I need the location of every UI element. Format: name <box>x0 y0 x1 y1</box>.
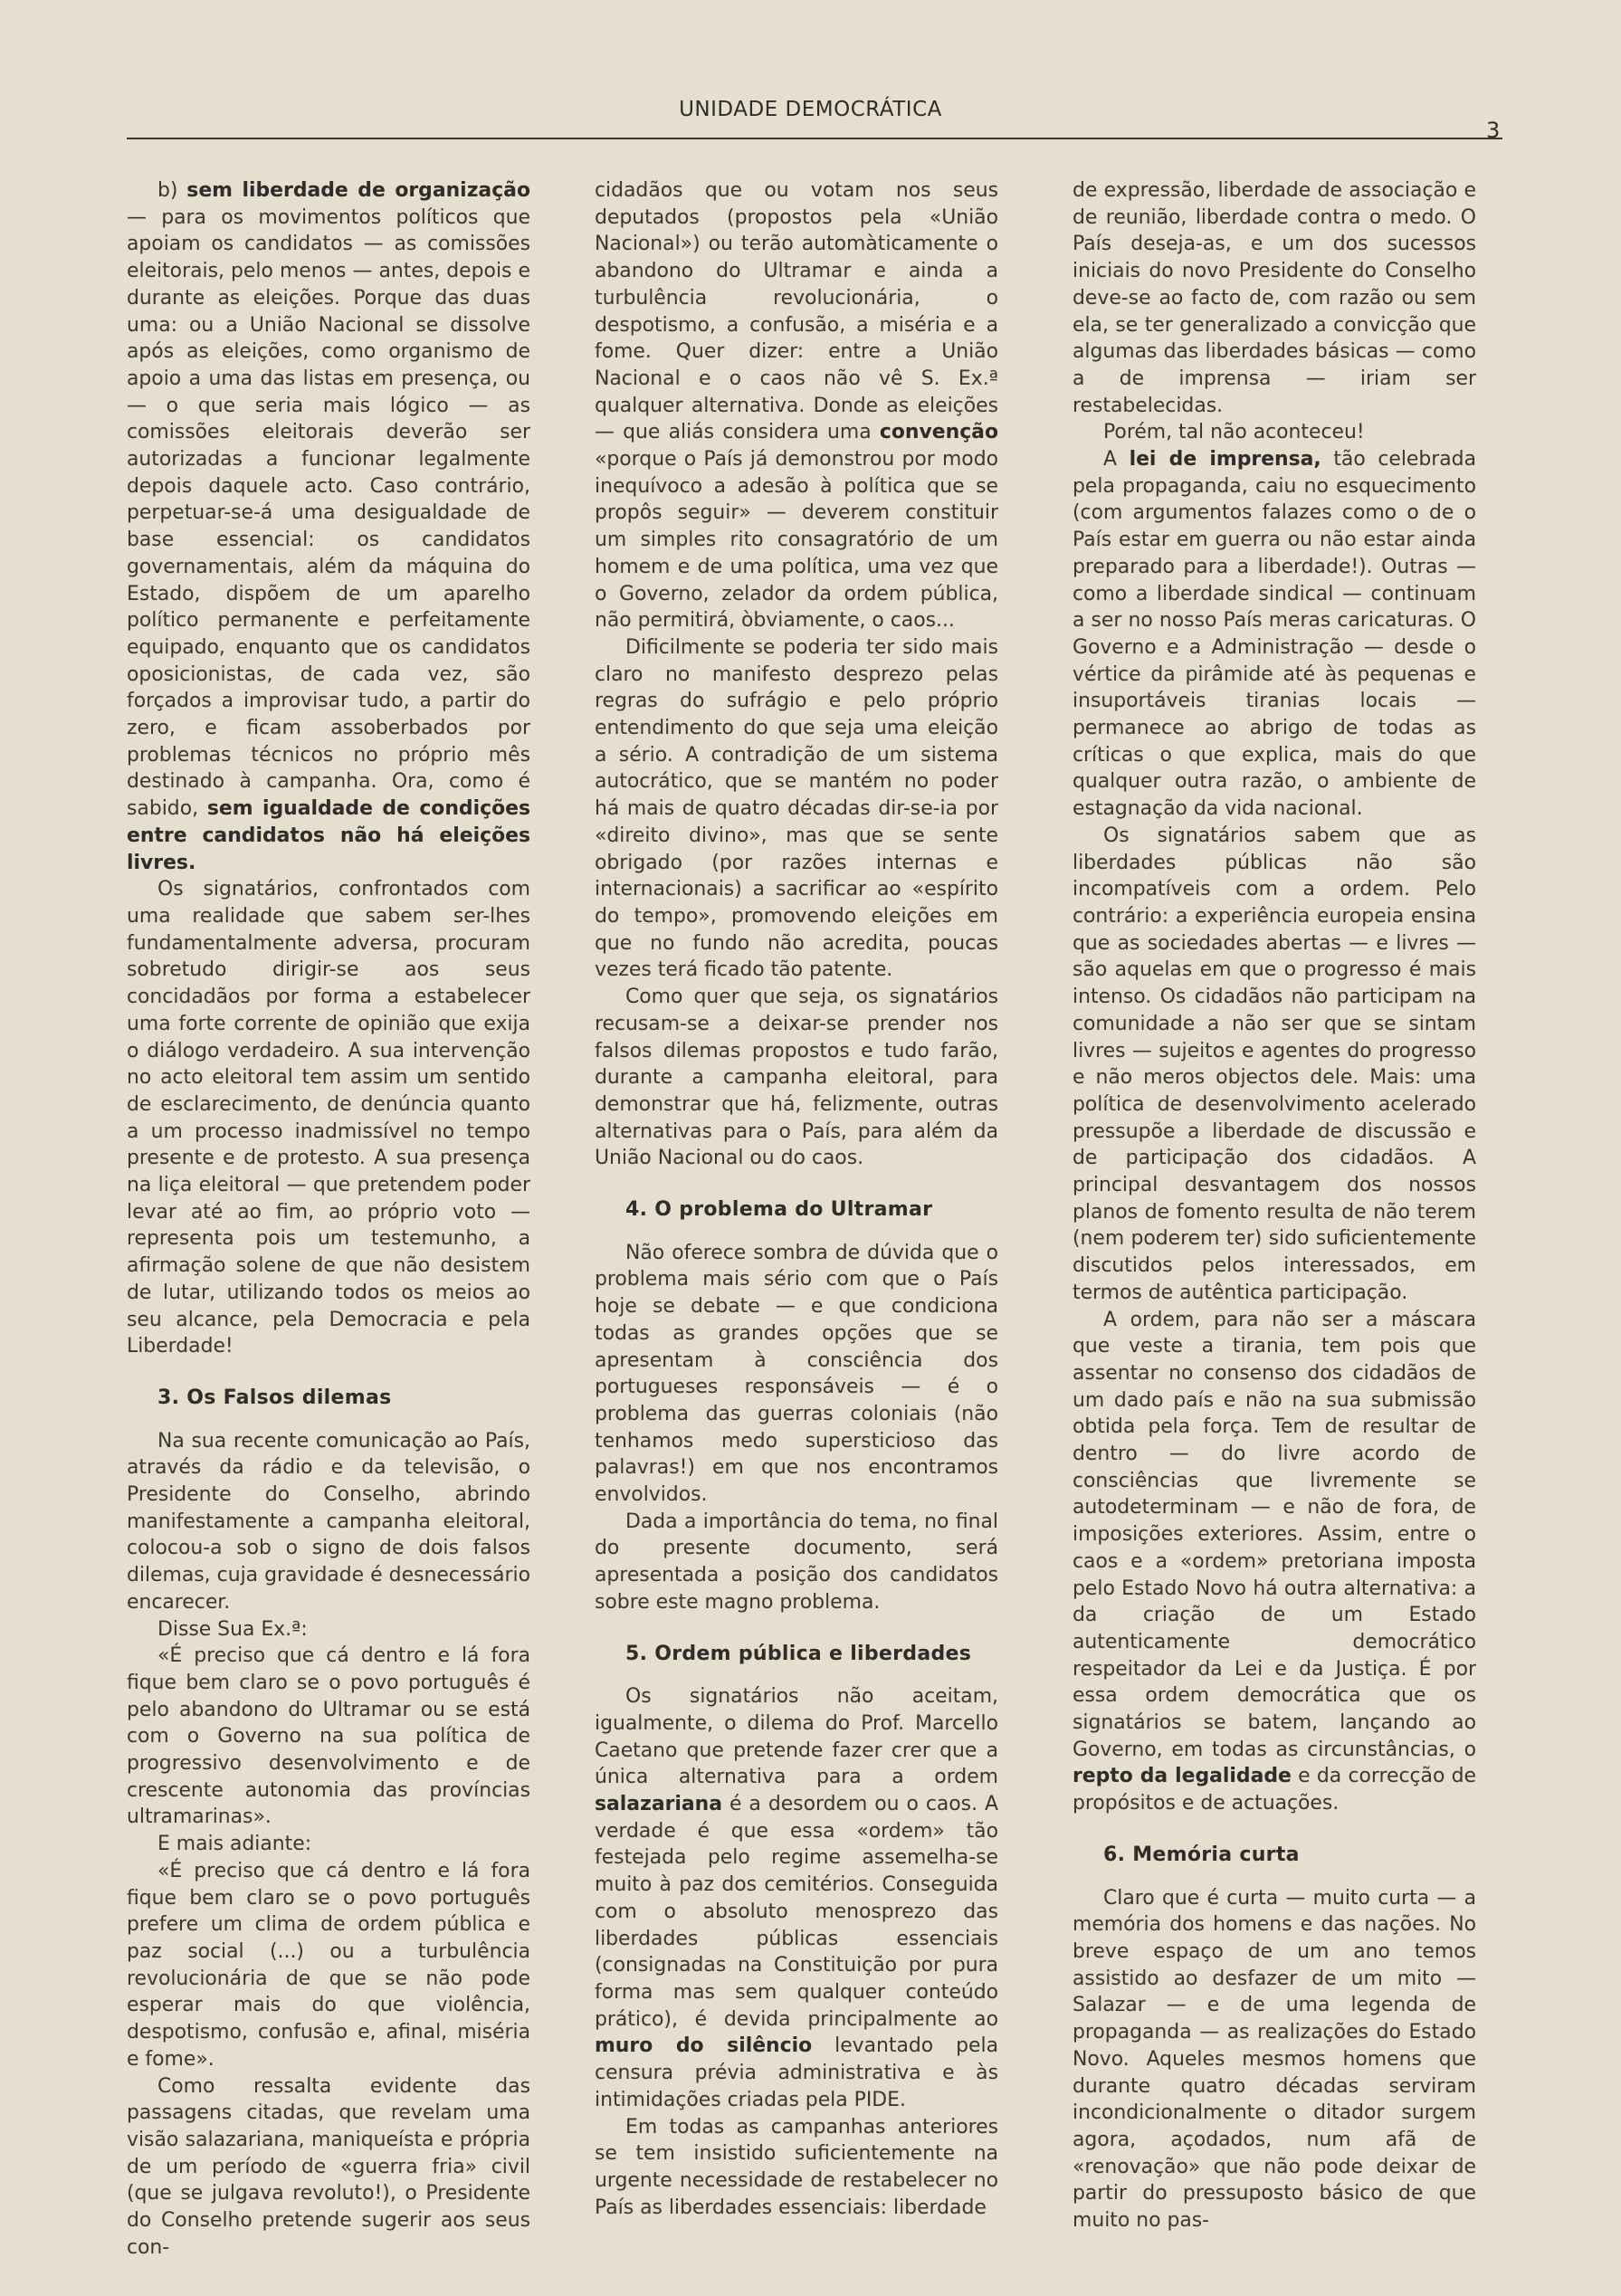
column-3 <box>1073 177 1476 2234</box>
bold-phrase: convenção <box>879 421 998 444</box>
page-number: 3 <box>1486 118 1501 143</box>
text-run: cidadãos que ou votam nos seus deputados (propostos pela «União Nacional») ou terão automàticamente o abandono do Ultramar e ainda a turbulência revolucionária, o despotismo, a confusão, a miséria e a fome. Quer dizer: entre a União Nacional e o caos não vê S. Ex.ª qualquer alternativa. Donde as eleições — que aliás considera uma <box>595 179 998 444</box>
text-run: tão celebrada pela propaganda, caiu no esquecimento (com argumentos falazes como o de o País estar em guerra ou não estar ainda preparado para a liberdade!). Outras — como a liberdade sindical — continuam a ser no nosso País meras caricaturas. O Governo e a Administração — desde o vértice da pirâmide até às pequenas e insuportáveis tiranias locais — permanece ao abrigo de todas as críticas o que explica, mais do que qualquer outra razão, o ambiente de estagnação da vida nacional. <box>1073 448 1476 821</box>
paragraph: Disse Sua Ex.ª: <box>157 1617 308 1641</box>
paragraph: Na sua recente comunicação ao País, através da rádio e da televisão, o Presidente do Conselho, abrindo manifestamente a campanha eleitoral, colocou-a sob o signo de dois falsos dilemas, cuja gravidade é desnecessário encarecer. <box>127 1429 530 1614</box>
text-run: Os signatários não aceitam, igualmente, o dilema do Prof. Marcello Caetano que pretende fazer crer que a única alternativa para a ordem <box>595 1685 998 1789</box>
paragraph: Os signatários sabem que as liberdades públicas não são incompatíveis com a ordem. Pelo contrário: a experiência europeia ensina que as sociedades abertas — e livres — são aquelas em que o progresso é mais intenso. Os cidadãos não participam na comunidade a não ser que se sintam livres — sujeitos e agentes do progresso e não meros objectos dele. Mais: uma política de desenvolvimento acelerado pressupõe a liberdade de discussão e de participação dos cidadãos. A principal desvantagem dos nossos planos de fomento resulta de não terem (nem poderem ter) sido suficientemente discutidos pelos interessados, em termos de autêntica participação. <box>1073 824 1476 1304</box>
section-title: Memória curta <box>1132 1843 1300 1866</box>
running-head: UNIDADE DEMOCRÁTICA <box>679 98 942 121</box>
article-columns <box>0 177 1621 2259</box>
bold-phrase: muro do silêncio <box>595 2034 813 2058</box>
paragraph <box>1073 446 1476 823</box>
section-title: O problema do Ultramar <box>654 1198 933 1222</box>
text-run: «porque o País já demonstrou por modo inequívoco a adesão à política que se propôs seguir» — deverem constituir um simples rito consagratório de um homem e de uma política, uma vez que o Governo, zelador da ordem pública, não permitirá, òbviamente, o caos... <box>595 448 998 633</box>
section-number: 4. <box>625 1198 655 1222</box>
paragraph: E mais adiante: <box>157 1833 312 1856</box>
paragraph: Em todas as campanhas anteriores se tem insistido suficientemente na urgente necessidade de restabelecer no País as liberdades essenciais: liberdade <box>595 2115 998 2219</box>
bold-phrase: sem liberdade de organização <box>186 179 530 202</box>
paragraph: Porém, tal não aconteceu! <box>1103 421 1365 444</box>
paragraph <box>127 177 530 876</box>
text-run: e da correcção de propósitos e de actuações. <box>1073 1765 1476 1815</box>
paragraph <box>595 177 998 634</box>
section-heading <box>595 1196 998 1224</box>
section-heading <box>127 1385 530 1412</box>
paragraph <box>595 1683 998 2113</box>
paragraph: Como ressalta evidente das passagens citadas, que revelam uma visão salazariana, maniqueísta e própria de um período de «guerra fria» civil (que se julgava revoluto!), o Presidente do Conselho pretende sugerir aos seus con- <box>127 2074 530 2259</box>
text-run: b) <box>157 179 187 202</box>
column-1 <box>127 177 530 2261</box>
bold-phrase: sem igualdade de condições entre candidatos não há eleições livres. <box>127 797 530 874</box>
quote-paragraph: «É preciso que cá dentro e lá fora fique bem claro se o povo português prefere um clima de ordem pública e paz social (...) ou a turbulência revolucionária de que se não pode esperar mais do que violência, despotismo, confusão e, afinal, miséria e fome». <box>127 1859 530 2071</box>
header-rule <box>127 138 1502 139</box>
paragraph: Os signatários, confrontados com uma realidade que sabem ser-lhes fundamentalmente adversa, procuram sobretudo dirigir-se aos seus concidadãos por forma a estabelecer uma forte corrente de opinião que exija o diálogo verdadeiro. A sua intervenção no acto eleitoral tem assim um sentido de esclarecimento, de denúncia quanto a um processo inadmissível no tempo presente e de protesto. A sua presença na liça eleitoral — que pretendem poder levar até ao fim, ao próprio voto — representa pois um testemunho, a afirmação solene de que não desistem de lutar, utilizando todos os meios ao seu alcance, pela Democracia e pela Liberdade! <box>127 878 530 1358</box>
section-title: Os Falsos dilemas <box>186 1386 392 1409</box>
paragraph: Não oferece sombra de dúvida que o problema mais sério com que o País hoje se debate — e que condiciona todas as grandes opções que se apresentam à consciência dos portugueses responsáveis — é o problema das guerras coloniais (não tenhamos medo supersticioso das palavras!) em que nos encontramos envolvidos. <box>595 1241 998 1507</box>
section-heading <box>595 1641 998 1668</box>
text-run: — para os movimentos políticos que apoiam os candidatos — as comissões eleitorais, pelo menos — antes, depois e durante as eleições. Porque das duas uma: ou a União Nacional se dissolve após as eleições, como organismo de apoio a uma das listas em presença, ou — o que seria mais lógico — as comissões eleitorais deverão ser autorizadas a funcionar legalmente depois daquele acto. Caso contrário, perpetuar-se-á uma desigualdade de base essencial: os candidatos governamentais, além da máquina do Estado, dispõem de um aparelho político permanente e perfeitamente equipado, enquanto que os candidatos oposicionistas, de cada vez, são forçados a improvisar tudo, a partir do zero, e ficam assoberbados por problemas técnicos no próprio mês destinado à campanha. Ora, como é sabido, <box>127 205 530 821</box>
section-heading <box>1073 1842 1476 1869</box>
paragraph: Como quer que seja, os signatários recusam-se a deixar-se prender nos falsos dilemas propostos e tudo farão, durante a campanha eleitoral, para demonstrar que há, felizmente, outras alternativas para o País, para além da União Nacional ou do caos. <box>595 986 998 1170</box>
paragraph: Dada a importância do tema, no final do presente documento, será apresentada a posição dos candidatos sobre este magno problema. <box>595 1510 998 1614</box>
section-number: 3. <box>157 1386 187 1409</box>
section-number: 5. <box>625 1642 655 1665</box>
text-run: A ordem, para não ser a máscara que veste a tirania, tem pois que assentar no consenso dos cidadãos de um dado país e não na sua submissão obtida pela força. Tem de resultar de dentro — do livre acordo de consciências que livremente se autodeterminam — e não de fora, de imposições exteriores. Assim, entre o caos e a «ordem» pretoriana imposta pelo Estado Novo há outra alternativa: a da criação de um Estado autenticamente democrático respeitador da Lei e da Justiça. É por essa ordem democrática que os signatários se batem, lançando ao Governo, em todas as circunstâncias, o <box>1073 1308 1476 1761</box>
paragraph: Dificilmente se poderia ter sido mais claro no manifesto desprezo pelas regras do sufrágio e pelo próprio entendimento do que seja uma eleição a sério. A contradição de um sistema autocrático, que se mantém no poder há mais de quatro décadas dir-se-ia por «direito divino», mas que se sente obrigado (por razões internas e internacionais) a sacrificar ao «espírito do tempo», promovendo eleições em que no fundo não acredita, poucas vezes terá ficado tão patente. <box>595 635 998 982</box>
bold-phrase: repto da legalidade <box>1073 1765 1292 1788</box>
bold-phrase: salazariana <box>595 1793 723 1816</box>
text-run: levantado pela censura prévia administrativa e às intimidações criadas pela PIDE. <box>595 2034 998 2111</box>
paragraph: Claro que é curta — muito curta — a memória dos homens e das nações. No breve espaço de um ano temos assistido ao desfazer de um mito — Salazar — e de uma legenda de propaganda — as realizações do Estado Novo. Aqueles mesmos homens que durante quatro décadas serviram incondicionalmente o ditador surgem agora, açodados, num afã de «renovação» que não pode deixar de partir do pressuposto básico de que muito no pas- <box>1073 1886 1476 2233</box>
text-run: A <box>1103 448 1130 472</box>
text-run: é a desordem ou o caos. A verdade é que essa «ordem» tão festejada pelo regime assemelha-se muito à paz dos cemitérios. Conseguida com o absoluto menosprezo das liberdades públicas essenciais (consignadas na Constituição por pura forma mas sem qualquer conteúdo prático), é devida principalmente ao <box>595 1793 998 2031</box>
column-2 <box>595 177 998 2221</box>
paragraph <box>1073 1307 1476 1817</box>
section-title: Ordem pública e liberdades <box>654 1642 972 1665</box>
bold-phrase: lei de imprensa, <box>1129 448 1321 472</box>
section-number: 6. <box>1103 1843 1133 1866</box>
paragraph: de expressão, liberdade de associação e de reunião, liberdade contra o medo. O País deseja-as, e um dos sucessos iniciais do novo Presidente do Conselho deve-se ao facto de, com razão ou sem ela, se ter generalizado a convicção que algumas das liberdades básicas — como a de imprensa — iriam ser restabelecidas. <box>1073 179 1476 417</box>
quote-paragraph: «É preciso que cá dentro e lá fora fique bem claro se o povo português é pelo abandono do Ultramar ou se está com o Governo na sua política de progressivo desenvolvimento e de crescente autonomia das províncias ultramarinas». <box>127 1644 530 1829</box>
